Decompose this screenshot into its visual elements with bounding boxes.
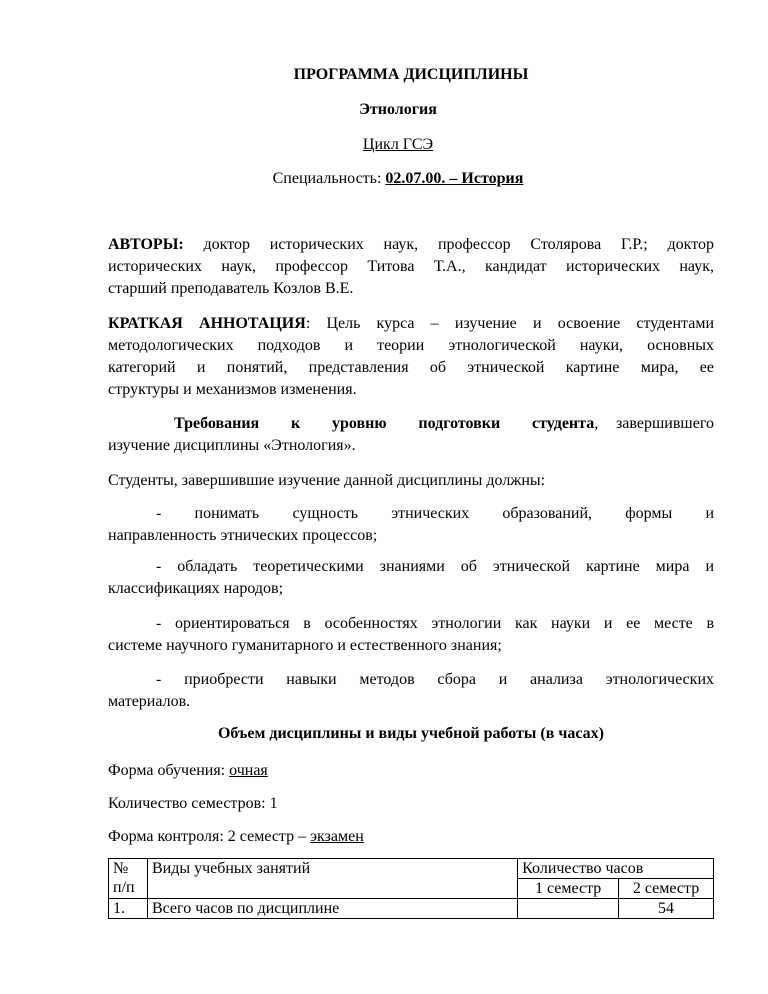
cycle-line [108, 136, 714, 154]
hours-table [108, 858, 714, 919]
header-type-cell: Виды учебных занятий [147, 859, 517, 899]
header-sem1-cell: 1 семестр [518, 879, 619, 899]
semesters-count: Количество семестров: 1 [108, 795, 278, 812]
row-sem1-cell [518, 899, 619, 919]
annotation-line-1: КРАТКАЯ АННОТАЦИЯ: Цель курса – изучение и освоение студентами [108, 315, 715, 332]
authors-line-2: исторических наук, профессор Титова Т.А., кандидат исторических наук, [108, 258, 714, 275]
bullet-3: - ориентироваться в особенностях этнологии как науки и ее месте в системе научного гуманитарного и естественного знания; [108, 615, 714, 654]
students-intro: Студенты, завершившие изучение данной дисциплины должны: [108, 472, 546, 489]
requirements-line-2: изучение дисциплины «Этнология». [108, 437, 356, 454]
cycle-text: Цикл ГСЭ [362, 136, 434, 153]
header-sem2-cell: 2 семестр [619, 879, 714, 899]
requirements-line-1: Требования к уровню подготовки студента, завершившего [174, 415, 714, 432]
row-sem2-cell: 54 [619, 899, 714, 919]
bullet-2: - обладать теоретическими знаниями об этнической картине мира и классификациях народов; [108, 558, 714, 597]
specialty-value: 02.07.00. – История [385, 170, 524, 187]
volume-heading: Объем дисциплины и виды учебной работы (в часах) [217, 725, 605, 742]
control-form-line: Форма контроля: 2 семестр – экзамен [108, 828, 364, 845]
annotation-paragraph [108, 313, 714, 401]
study-form-value: очная [229, 762, 268, 779]
specialty-line [108, 170, 714, 188]
authors-label: АВТОРЫ: [108, 236, 184, 253]
authors-line-3: старший преподаватель Козлов В.Е. [108, 280, 354, 297]
annotation-line-3: категорий и понятий, представления об этнической картине мира, ее [108, 359, 714, 376]
document-title: ПРОГРАММА ДИСЦИПЛИНЫ [293, 66, 529, 83]
control-form-value: экзамен [310, 828, 364, 845]
annotation-line-4: структуры и механизмов изменения. [108, 381, 357, 398]
header-num-cell: № п/п [109, 859, 148, 899]
requirements-label: Требования к уровню подготовки студента [174, 415, 595, 432]
table-row [109, 899, 714, 919]
bullet-4: - приобрести навыки методов сбора и анализа этнологических материалов. [108, 671, 714, 710]
row-num-cell: 1. [109, 899, 148, 919]
discipline-name: Этнология [359, 101, 437, 118]
study-form-line: Форма обучения: очная [108, 762, 268, 779]
requirements-paragraph [108, 413, 714, 457]
annotation-label: КРАТКАЯ АННОТАЦИЯ [108, 315, 306, 332]
specialty-label: Специальность: [272, 170, 386, 187]
row-type-cell: Всего часов по дисциплине [147, 899, 517, 919]
table-header-row [109, 859, 714, 879]
header-hours-cell: Количество часов [518, 859, 714, 879]
authors-paragraph [108, 234, 714, 300]
bullet-1: - понимать сущность этнических образований, формы и направленность этнических процессов; [108, 505, 714, 544]
annotation-line-2: методологических подходов и теории этнологической науки, основных [108, 337, 714, 354]
authors-line-1: АВТОРЫ: доктор исторических наук, профессор Столярова Г.Р.; доктор [108, 236, 714, 253]
